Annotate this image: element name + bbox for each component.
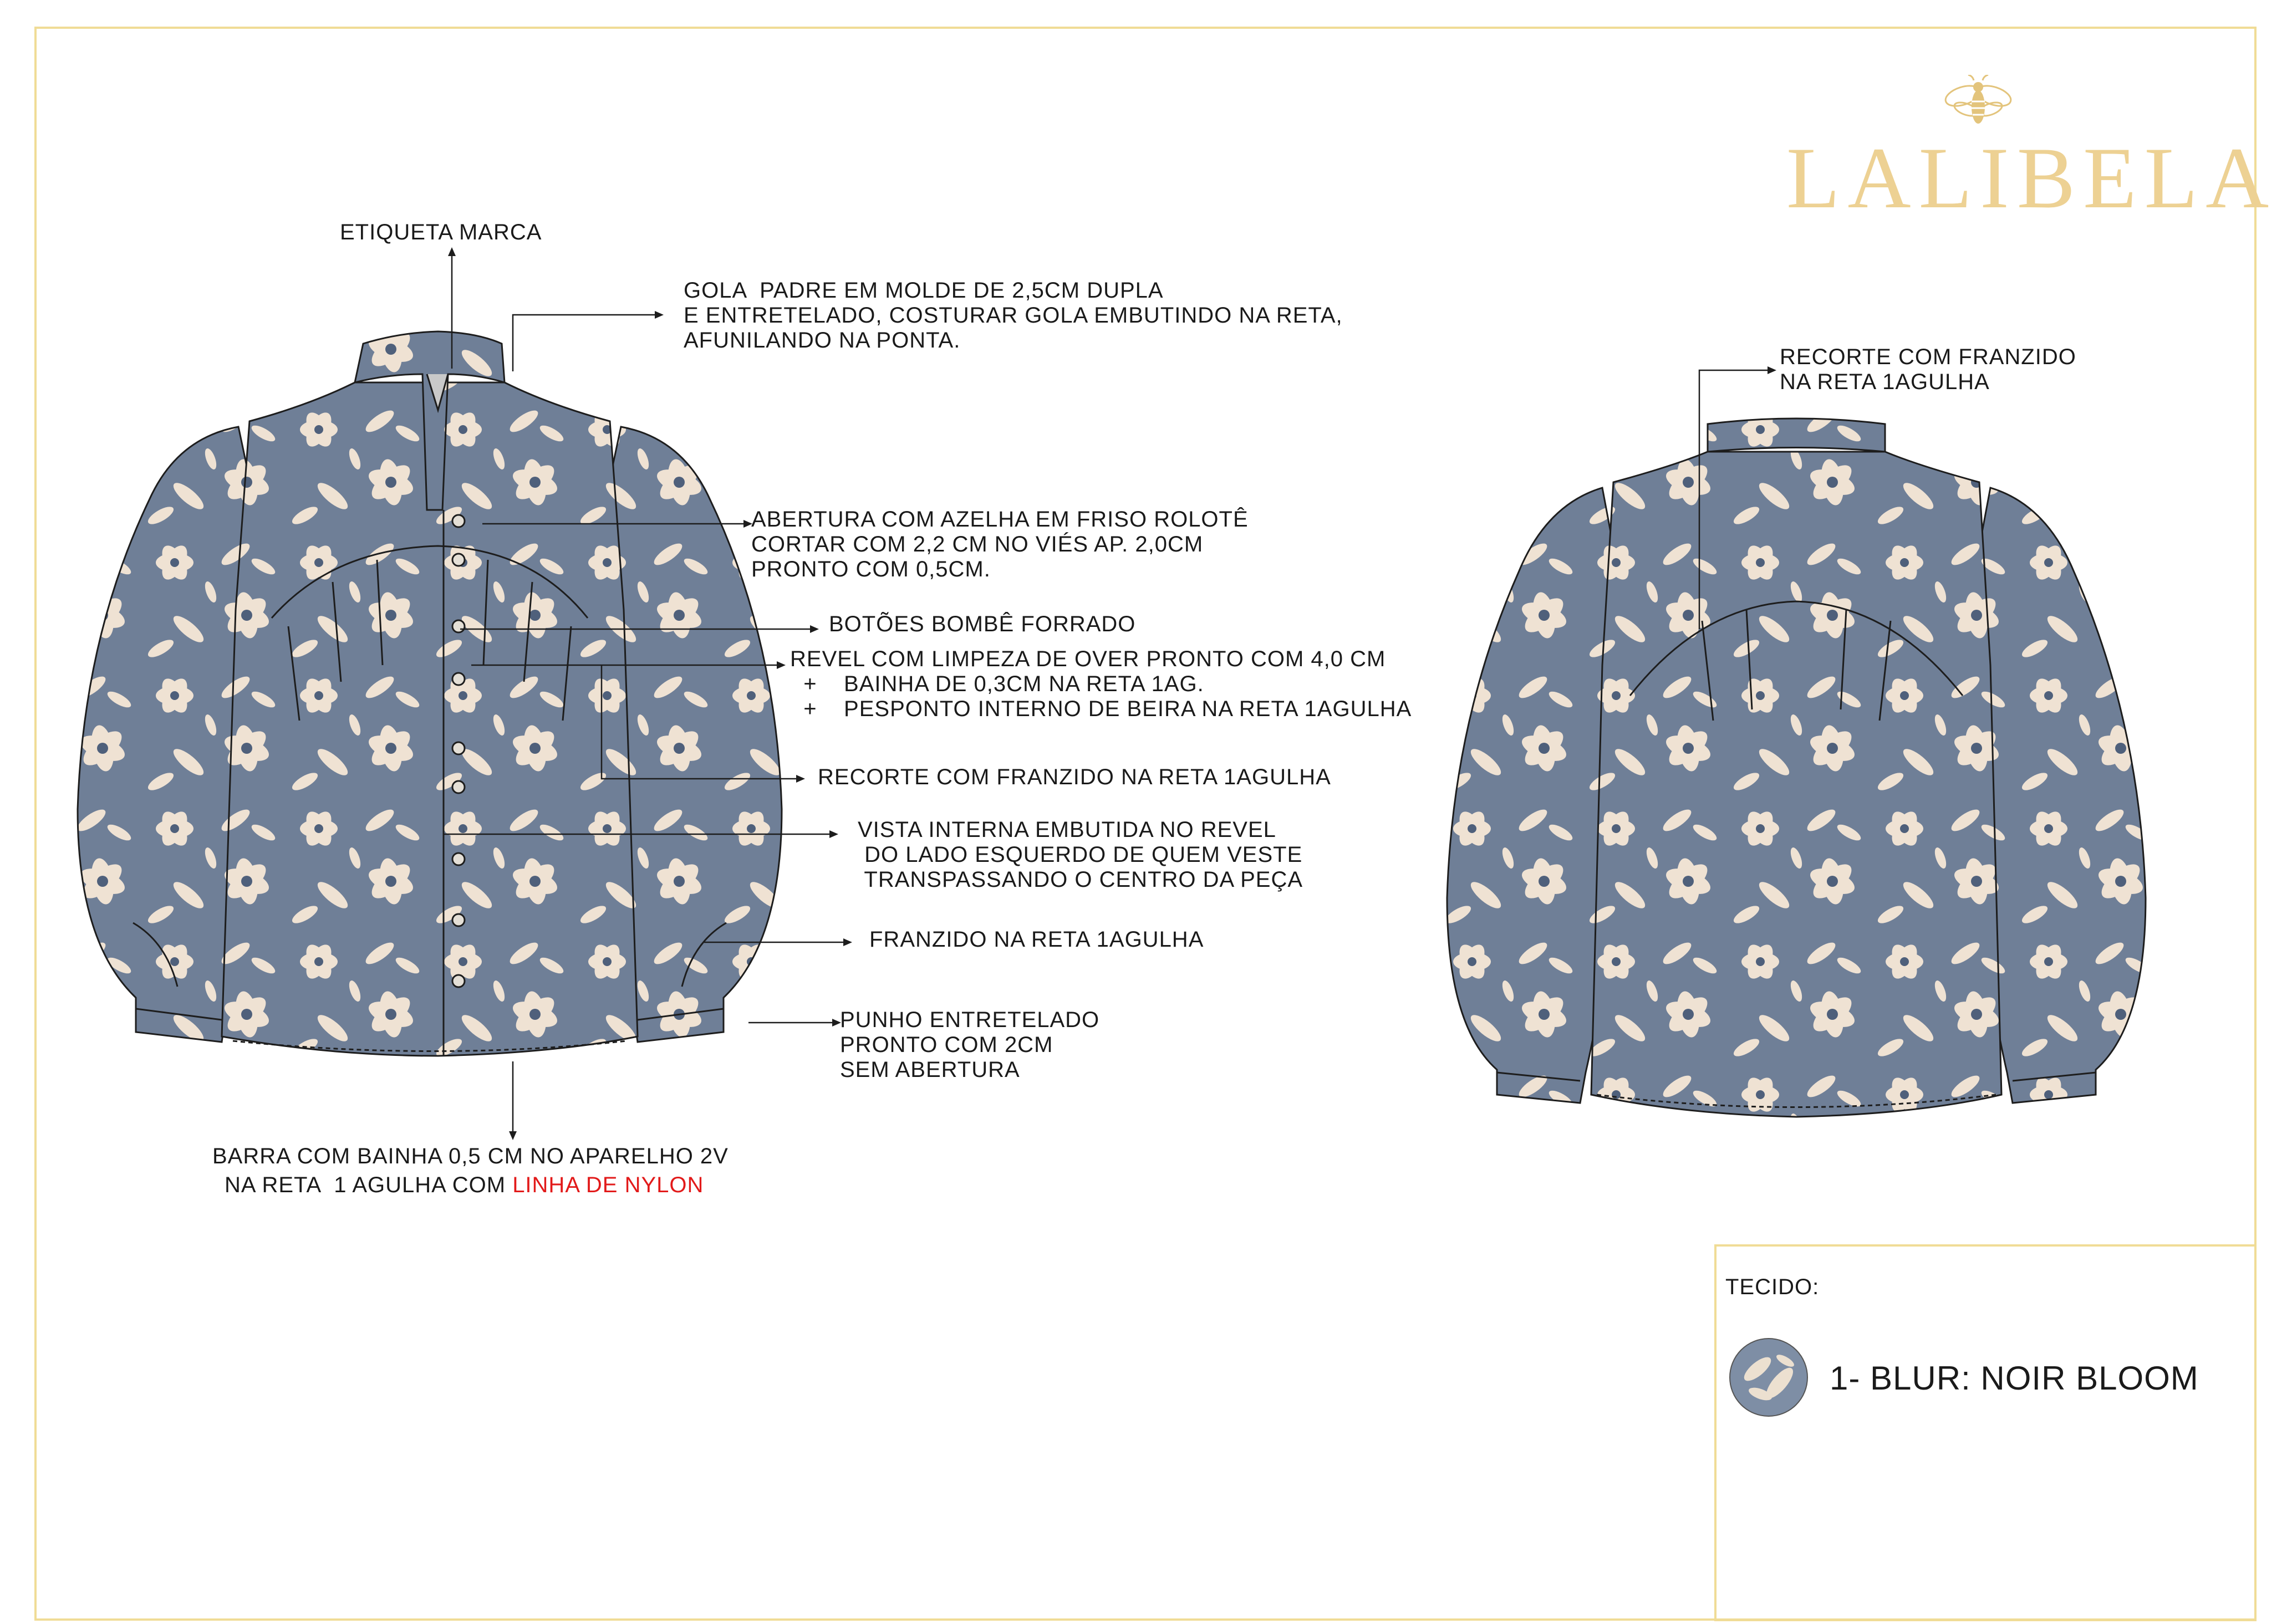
front-view — [78, 331, 782, 1056]
note-cuff: PUNHO ENTRETELADO PRONTO COM 2CM SEM ABERTURA — [840, 1008, 1100, 1082]
note-opening: ABERTURA COM AZELHA EM FRISO ROLOTÊ CORTAR COM 2,2 CM NO VIÉS AP. 2,0CM PRONTO COM 0,5CM. — [751, 507, 1249, 581]
note-facing: REVEL COM LIMPEZA DE OVER PRONTO COM 4,0 CM + BAINHA DE 0,3CM NA RETA 1AG. + PESPONTO INTERNO DE BEIRA NA RETA 1AGULHA — [790, 647, 1412, 721]
brand-logo-text: LALIBELA — [1786, 130, 2277, 227]
back-collar — [1708, 418, 1885, 452]
back-view — [1447, 418, 2146, 1117]
note-hem-line-2 — [225, 1173, 704, 1198]
fabric-box — [1714, 1244, 2257, 1621]
back-body — [1591, 452, 2001, 1117]
note-yoke-seam: RECORTE COM FRANZIDO NA RETA 1AGULHA — [818, 765, 1331, 789]
note-collar: GOLA PADRE EM MOLDE DE 2,5CM DUPLA E ENTRETELADO, COSTURAR GOLA EMBUTINDO NA RETA, AFUNILANDO NA PONTA. — [684, 278, 1343, 353]
note-hem-line-1: BARRA COM BAINHA 0,5 CM NO APARELHO 2V — [212, 1144, 729, 1168]
fabric-title: TECIDO: — [1725, 1275, 1820, 1299]
fabric-item-label: 1- BLUR: NOIR BLOOM — [1830, 1360, 2199, 1397]
note-gathering: FRANZIDO NA RETA 1AGULHA — [869, 927, 1204, 952]
note-back-yoke-seam: RECORTE COM FRANZIDO NA RETA 1AGULHA — [1780, 345, 2076, 394]
note-hem-highlight: LINHA DE NYLON — [512, 1173, 704, 1197]
note-inner-placket: VISTA INTERNA EMBUTIDA NO REVEL DO LADO ESQUERDO DE QUEM VESTE TRANSPASSANDO O CENTRO DA PEÇA — [858, 818, 1303, 892]
note-buttons: BOTÕES BOMBÊ FORRADO — [829, 612, 1136, 636]
floral-swatch-icon — [1727, 1336, 1810, 1419]
note-label-tag: ETIQUETA MARCA — [340, 220, 542, 244]
note-hem-prefix: NA RETA 1 AGULHA COM — [225, 1173, 513, 1197]
